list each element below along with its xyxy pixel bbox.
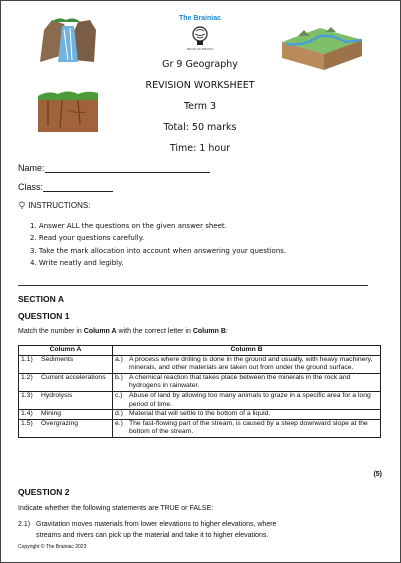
instructions-list	[30, 220, 286, 269]
table-row	[19, 373, 381, 391]
column-b-definition: A process where drilling is done in the ground and usually, with heavy machinery, minerals, and other materials are taken out from under the ground surface.	[129, 355, 373, 372]
q1-intro-text: Match the number in	[18, 328, 84, 335]
q2-item-number: 2.1)	[18, 521, 31, 528]
lightbulb-icon	[18, 201, 26, 209]
table-row	[19, 355, 381, 373]
column-a-term: Mining	[41, 410, 62, 418]
name-line[interactable]	[45, 163, 210, 173]
divider	[18, 285, 368, 286]
row-number: 1.3)	[21, 391, 33, 399]
row-number: 1.2)	[21, 373, 33, 381]
term-label: Term 3	[183, 101, 217, 112]
row-letter: d.)	[115, 410, 123, 418]
section-a-heading: SECTION A	[18, 294, 64, 304]
question-2-instruction: Indicate whether the following statements are TRUE or FALSE:	[18, 505, 214, 512]
instruction-item: 1. Answer ALL the questions on the given answer sheet.	[30, 222, 227, 230]
class-line[interactable]	[43, 182, 113, 192]
column-a-term: Current accelerations	[41, 373, 106, 381]
row-number: 1.1)	[21, 355, 33, 363]
question-1-heading: QUESTION 1	[18, 311, 70, 321]
question-2-heading: QUESTION 2	[18, 487, 70, 497]
brand-name: The Brainiac	[178, 15, 221, 22]
q2-item-line: streams and rivers can pick up the material and take it to higher elevations.	[36, 531, 269, 539]
column-b-definition: Abuse of land by allowing too many animals to graze in a specific area for a long period of time.	[129, 391, 371, 408]
grade-title: Gr 9 Geography	[162, 59, 238, 70]
column-a-term: Hydrolysis	[41, 391, 73, 399]
table-header-row	[19, 346, 381, 356]
question-2-item	[18, 520, 276, 541]
total-marks: Total: 50 marks	[163, 122, 237, 133]
row-number: 1.5)	[21, 419, 33, 427]
instructions-heading	[18, 201, 90, 210]
class-field[interactable]	[18, 182, 113, 192]
column-a-term: Sediments	[41, 355, 74, 363]
table-row	[19, 391, 381, 409]
instruction-item: 4. Write neatly and legibly.	[30, 258, 124, 267]
name-label: Name:	[18, 163, 45, 173]
row-letter: a.)	[115, 355, 123, 363]
q1-col-a-ref: Column A	[83, 328, 117, 335]
worksheet-title: REVISION WORKSHEET	[145, 80, 255, 91]
column-b-header: Column B	[113, 346, 381, 356]
column-b-definition: The fast-flowing part of the stream, is caused by a steep downward slope at the bottom of the stream.	[129, 419, 368, 436]
q1-intro-text: :	[225, 328, 228, 335]
column-b-definition: Material that will settle to the bottom of a liquid.	[129, 410, 271, 418]
column-a-term: Overgrazing	[41, 419, 79, 427]
row-number: 1.4)	[21, 410, 33, 418]
instruction-item: 3. Take the mark allocation into account when answering your questions.	[30, 246, 287, 255]
row-letter: e.)	[115, 419, 123, 427]
waterfall-illustration	[38, 16, 98, 64]
worksheet-header	[100, 54, 300, 159]
row-letter: b.)	[115, 373, 123, 381]
question-1-marks: (5)	[373, 471, 382, 478]
column-b-definition: A chemical reaction that takes place between the minerals in the rock and hydrogens in rainwater.	[129, 373, 351, 390]
instructions-title: INSTRUCTIONS:	[28, 201, 91, 210]
class-label: Class:	[18, 182, 44, 192]
time-allowed: Time: 1 hour	[169, 143, 231, 154]
table-row	[19, 419, 381, 437]
name-field[interactable]	[18, 163, 210, 173]
copyright-footer: Copyright © The Brainiac 2023	[18, 544, 87, 550]
table-row	[19, 410, 381, 420]
soil-erosion-illustration	[38, 88, 98, 132]
column-a-header: Column A	[19, 346, 113, 356]
instruction-item: 2. Read your questions carefully.	[30, 234, 145, 243]
q1-col-b-ref: Column B	[192, 328, 226, 335]
row-letter: c.)	[115, 391, 123, 399]
matching-table	[18, 345, 381, 438]
question-1-instruction	[18, 328, 228, 335]
brand-tagline: BRAIN OF BRAINS	[186, 47, 214, 51]
q2-item-line: Gravitation moves materials from lower elevations to higher elevations, where	[36, 521, 277, 528]
q1-intro-text: with the correct letter in	[116, 328, 193, 335]
